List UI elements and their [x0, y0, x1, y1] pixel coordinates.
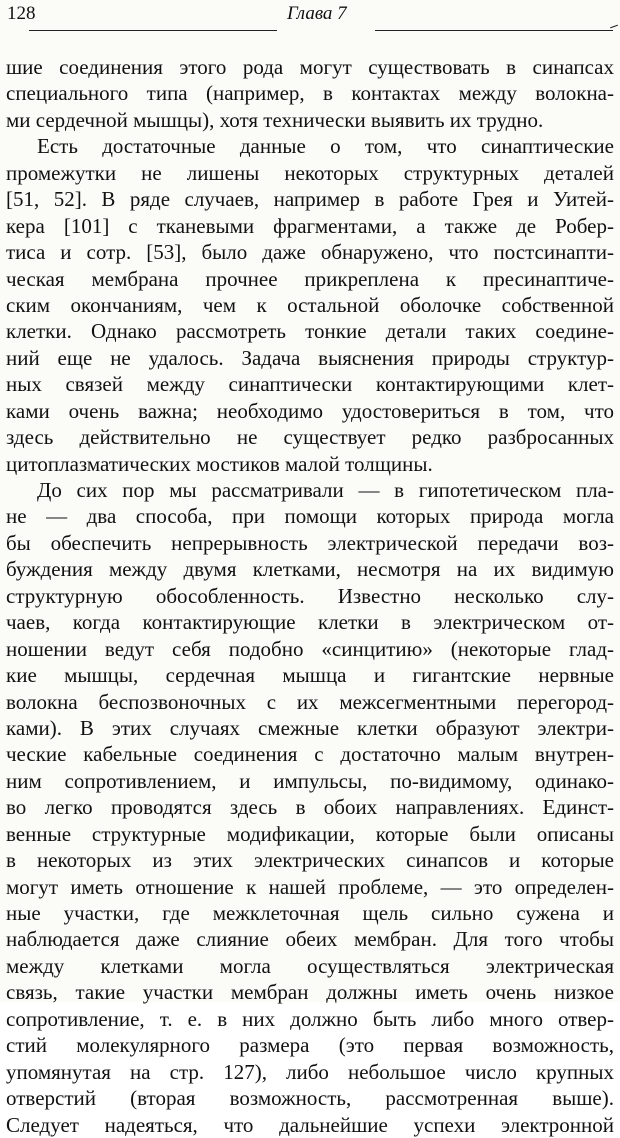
text-line: отверстий (вторая возможность, рассмотренная выше). — [6, 1086, 614, 1111]
text-line: ками). В этих случаях смежные клетки образуют электри- — [6, 715, 614, 740]
text-line: здесь действительно не существует редко разбросанных — [6, 425, 614, 450]
text-line: тиса и сотр. [53], было даже обнаружено, что постсинапти- — [6, 240, 614, 265]
text-line: ношении ведут себя подобно «синцитию» (некоторые глад- — [6, 636, 614, 661]
text-line: Есть достаточные данные о том, что синаптические — [37, 134, 614, 159]
text-line: ками очень важна; необходимо удостовериться в том, что — [6, 398, 614, 423]
text-line: чаев, когда контактирующие клетки в электрическом от- — [6, 610, 614, 635]
text-line: ний еще не удалось. Задача выяснения природы структур- — [6, 345, 614, 370]
text-line: в некоторых из этих электрических синапсов и которые — [6, 848, 614, 873]
text-line: структурную обособленность. Известно несколько слу- — [6, 583, 614, 608]
page-number: 128 — [7, 3, 36, 24]
text-line: ных связей между синаптически контактирующими клет- — [6, 372, 614, 397]
text-line: сопротивление, т. е. в них должно быть либо много отвер- — [6, 1006, 614, 1031]
text-line: промежутки не лишены некоторых структурных деталей — [6, 160, 614, 185]
text-line: ческая мембрана прочнее прикреплена к пресинаптиче- — [6, 266, 614, 291]
text-line: наблюдается даже слияние обеих мембран. Для того чтобы — [6, 927, 614, 952]
text-line: [51, 52]. В ряде случаев, например в работе Грея и Уитей- — [6, 187, 614, 212]
text-line: ческие кабельные соединения с достаточно малым внутрен- — [6, 742, 614, 767]
text-line: кера [101] с тканевыми фрагментами, а также де Робер- — [6, 213, 614, 238]
text-line: упомянутая на стр. 127), либо небольшое число крупных — [6, 1059, 614, 1084]
text-line: кие мышцы, сердечная мышца и гигантские нервные — [6, 663, 614, 688]
text-line: связь, такие участки мембран должны иметь очень низкое — [6, 980, 614, 1005]
chapter-title: Глава 7 — [287, 3, 347, 24]
body-text — [6, 54, 614, 1138]
text-line: ним сопротивлением, и импульсы, по-видимому, одинако- — [6, 768, 614, 793]
text-line: буждения между двумя клетками, несмотря на их видимую — [6, 557, 614, 582]
text-line: клетки. Однако рассмотреть тонкие детали таких соедине- — [6, 319, 614, 344]
text-line: До сих пор мы рассматривали — в гипотетическом пла- — [37, 478, 614, 502]
text-line: шие соединения этого рода могут существовать в синапсах — [6, 55, 614, 79]
header-rule-left — [29, 30, 277, 31]
text-line: Следует надеяться, что дальнейшие успехи электронной — [6, 1112, 614, 1137]
text-line: цитоплазматических мостиков малой толщины. — [6, 451, 433, 476]
text-line: волокна беспозвоночных с их межсегментными перегород- — [6, 689, 614, 714]
page-header — [7, 2, 613, 36]
header-rule-right — [375, 30, 613, 31]
text-line: стий молекулярного размера (это первая возможность, — [6, 1033, 614, 1058]
text-line: специального типа (например, в контактах между волокна- — [6, 81, 614, 106]
text-line: во легко проводятся здесь в обоих направлениях. Единст- — [6, 795, 614, 820]
text-line: венные структурные модификации, которые были описаны — [6, 821, 614, 846]
text-line: бы обеспечить непрерывность электрической передачи воз- — [6, 530, 614, 555]
text-line: ми сердечной мышцы), хотя технически выявить их трудно. — [6, 107, 544, 132]
text-line: не — два способа, при помощи которых природа могла — [6, 504, 614, 529]
text-line: ским окончаниям, чем к остальной оболочке собственной — [6, 292, 614, 317]
text-line: могут иметь отношение к нашей проблеме, — это определен- — [6, 874, 614, 899]
text-line: ные участки, где межклеточная щель сильно сужена и — [6, 901, 614, 925]
text-line: между клетками могла осуществляться электрическая — [6, 953, 614, 978]
